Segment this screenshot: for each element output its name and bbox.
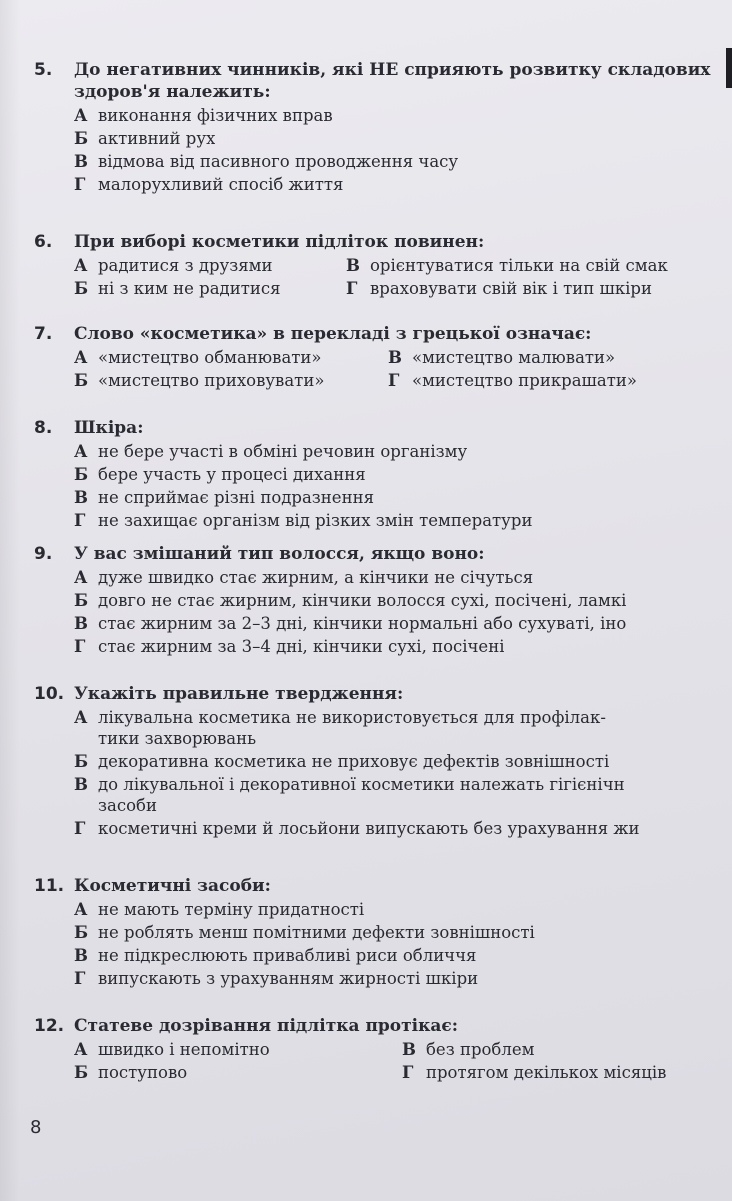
- question-title: У вас змішаний тип волосся, якщо воно:: [74, 544, 485, 564]
- option-letter: Г: [74, 819, 86, 838]
- option-letter: Г: [346, 279, 358, 298]
- option-h: [388, 371, 728, 390]
- option-letter: Г: [74, 511, 86, 530]
- option-text: не роблять менш помітними дефекти зовнішності: [98, 923, 535, 942]
- option-text: активний рух: [98, 129, 216, 148]
- option-b: [74, 129, 728, 148]
- option-letter: А: [74, 256, 88, 275]
- option-v: [74, 152, 728, 171]
- option-text: малорухливий спосіб життя: [98, 175, 344, 194]
- option-letter: Г: [388, 371, 400, 390]
- option-h: [74, 175, 728, 194]
- option-b: [74, 1063, 402, 1082]
- question-9: [34, 544, 728, 656]
- option-letter: Б: [74, 1063, 89, 1082]
- option-letter: Б: [74, 752, 89, 771]
- option-text: враховувати свій вік і тип шкіри: [370, 279, 652, 298]
- option-text: радитися з друзями: [98, 256, 273, 275]
- option-text: «мистецтво прикрашати»: [412, 371, 637, 390]
- option-v: [74, 488, 728, 507]
- option-b: [74, 465, 728, 484]
- option-text: не підкреслюють привабливі риси обличчя: [98, 946, 477, 965]
- option-letter: Б: [74, 371, 89, 390]
- option-text: довго не стає жирним, кінчики волосся сухі, посічені, ламкі: [98, 591, 627, 610]
- option-text: ні з ким не радитися: [98, 279, 281, 298]
- option-letter: Б: [74, 129, 89, 148]
- option-b: [74, 279, 346, 298]
- option-v-continued: засоби: [98, 796, 157, 815]
- question-title: Шкіра:: [74, 418, 144, 438]
- option-letter: А: [74, 106, 88, 125]
- option-letter: В: [346, 256, 360, 275]
- option-letter: В: [74, 152, 88, 171]
- option-text: «мистецтво обманювати»: [98, 348, 322, 367]
- option-a: [74, 106, 728, 125]
- option-letter: В: [74, 488, 88, 507]
- option-a-continued: тики захворювань: [98, 729, 257, 748]
- option-h: [74, 819, 728, 838]
- question-10: [34, 684, 728, 838]
- page-shadow: [0, 0, 20, 1201]
- option-letter: А: [74, 708, 88, 727]
- option-b: [74, 371, 388, 390]
- option-text: до лікувальної і декоративної косметики належать гігієнічн: [98, 775, 625, 794]
- question-number: 5.: [34, 60, 53, 80]
- question-title-continued: здоров'я належить:: [74, 82, 271, 102]
- option-text: косметичні креми й лосьйони випускають без урахування жи: [98, 819, 640, 838]
- option-text: протягом декількох місяців: [426, 1063, 667, 1082]
- question-title: Укажіть правильне твердження:: [74, 684, 404, 704]
- option-b: [74, 752, 728, 771]
- question-number: 7.: [34, 324, 53, 344]
- option-letter: А: [74, 1040, 88, 1059]
- question-number: 8.: [34, 418, 53, 438]
- option-letter: А: [74, 900, 88, 919]
- option-letter: А: [74, 568, 88, 587]
- option-letter: В: [74, 775, 88, 794]
- option-a: [74, 900, 728, 919]
- option-letter: В: [74, 946, 88, 965]
- option-b: [74, 923, 728, 942]
- question-title: Статеве дозрівання підлітка протікає:: [74, 1016, 459, 1036]
- option-letter: Г: [74, 969, 86, 988]
- option-text: не мають терміну придатності: [98, 900, 365, 919]
- page-number: 8: [30, 1117, 42, 1138]
- option-letter: Г: [402, 1063, 414, 1082]
- question-7: [34, 324, 728, 390]
- option-text: не сприймає різні подразнення: [98, 488, 374, 507]
- option-v: [346, 256, 728, 275]
- question-number: 11.: [34, 876, 65, 896]
- question-11: [34, 876, 728, 988]
- option-h: [74, 969, 728, 988]
- option-a: [74, 1040, 402, 1059]
- question-title: При виборі косметики підліток повинен:: [74, 232, 485, 252]
- question-number: 10.: [34, 684, 65, 704]
- option-a: [74, 708, 728, 727]
- option-letter: А: [74, 442, 88, 461]
- option-text: дуже швидко стає жирним, а кінчики не січуться: [98, 568, 534, 587]
- question-6: [34, 232, 728, 298]
- option-text: випускають з урахуванням жирності шкіри: [98, 969, 479, 988]
- question-number: 12.: [34, 1016, 65, 1036]
- option-a: [74, 256, 346, 275]
- option-text: без проблем: [426, 1040, 535, 1059]
- option-letter: В: [388, 348, 402, 367]
- option-text: поступово: [98, 1063, 188, 1082]
- option-v: [74, 946, 728, 965]
- question-12: [34, 1016, 728, 1082]
- option-v: [402, 1040, 728, 1059]
- option-letter: Г: [74, 175, 86, 194]
- option-letter: В: [74, 614, 88, 633]
- option-letter: В: [402, 1040, 416, 1059]
- question-number: 6.: [34, 232, 53, 252]
- option-b: [74, 591, 728, 610]
- question-8: [34, 418, 728, 530]
- option-letter: Б: [74, 923, 89, 942]
- option-letter: Б: [74, 591, 89, 610]
- option-text: лікувальна косметика не використовується для профілак-: [98, 708, 606, 727]
- option-letter: А: [74, 348, 88, 367]
- option-h: [346, 279, 728, 298]
- option-h: [74, 637, 728, 656]
- option-letter: Г: [74, 637, 86, 656]
- question-number: 9.: [34, 544, 53, 564]
- question-title: Слово «косметика» в перекладі з грецької означає:: [74, 324, 592, 344]
- option-text: не захищає організм від різких змін температури: [98, 511, 533, 530]
- question-title: Косметичні засоби:: [74, 876, 271, 896]
- option-text: «мистецтво приховувати»: [98, 371, 325, 390]
- option-text: виконання фізичних вправ: [98, 106, 333, 125]
- option-a: [74, 348, 388, 367]
- option-v: [74, 614, 728, 633]
- option-letter: Б: [74, 465, 89, 484]
- option-h: [74, 511, 728, 530]
- option-text: відмова від пасивного проводження часу: [98, 152, 459, 171]
- option-text: не бере участі в обміні речовин організму: [98, 442, 468, 461]
- option-h: [402, 1063, 728, 1082]
- option-text: швидко і непомітно: [98, 1040, 270, 1059]
- option-letter: Б: [74, 279, 89, 298]
- option-text: «мистецтво малювати»: [412, 348, 616, 367]
- question-5: [34, 60, 728, 194]
- question-title: До негативних чинників, які НЕ сприяють розвитку складових: [74, 60, 711, 80]
- option-a: [74, 442, 728, 461]
- option-v: [74, 775, 728, 794]
- option-text: бере участь у процесі дихання: [98, 465, 366, 484]
- option-text: стає жирним за 2–3 дні, кінчики нормальні або сухуваті, іно: [98, 614, 627, 633]
- option-a: [74, 568, 728, 587]
- option-text: декоративна косметика не приховує дефектів зовнішності: [98, 752, 610, 771]
- option-text: орієнтуватися тільки на свій смак: [370, 256, 668, 275]
- option-v: [388, 348, 728, 367]
- option-text: стає жирним за 3–4 дні, кінчики сухі, посічені: [98, 637, 505, 656]
